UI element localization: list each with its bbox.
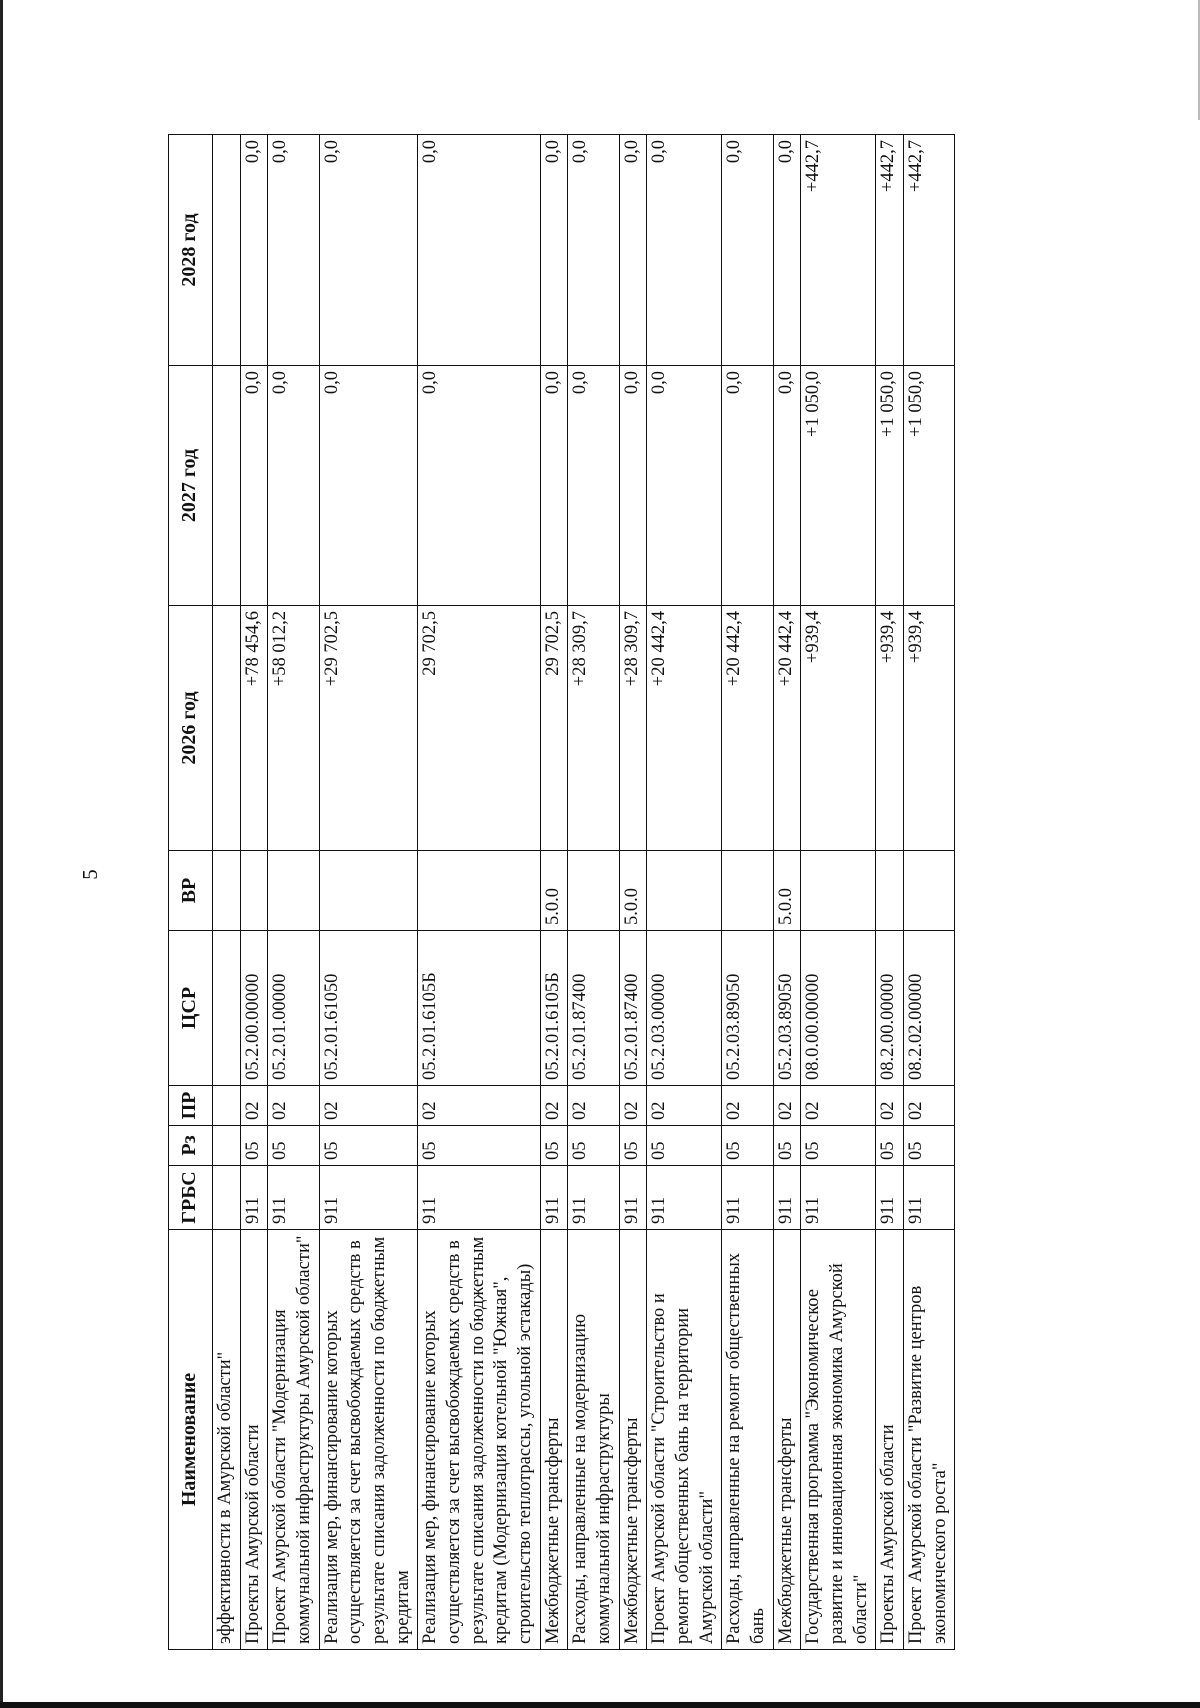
cell-csr	[213, 931, 241, 1086]
cell-csr: 05.2.01.61050	[319, 931, 418, 1086]
cell-grbs: 911	[722, 1166, 773, 1230]
cell-vr	[801, 851, 876, 931]
header-2027: 2027 год	[169, 366, 213, 606]
cell-pr: 02	[904, 1086, 955, 1126]
table-row	[876, 135, 904, 1650]
cell-vr: 5.0.0	[773, 851, 801, 931]
cell-csr: 08.2.00.00000	[876, 931, 904, 1086]
cell-grbs	[213, 1166, 241, 1230]
cell-pr: 02	[568, 1086, 619, 1126]
cell-vr	[722, 851, 773, 931]
cell-grbs: 911	[619, 1166, 647, 1230]
cell-pr: 02	[773, 1086, 801, 1126]
table-row	[540, 135, 568, 1650]
cell-pr: 02	[418, 1086, 540, 1126]
cell-2028: 0,0	[568, 135, 619, 366]
cell-2026: +20 442,4	[773, 606, 801, 851]
cell-vr: 5.0.0	[619, 851, 647, 931]
cell-grbs: 911	[319, 1166, 418, 1230]
cell-2027: +1 050,0	[904, 366, 955, 606]
cell-csr: 05.2.01.6105Б	[540, 931, 568, 1086]
cell-2027: 0,0	[540, 366, 568, 606]
cell-name: Межбюджетные трансферты	[540, 1230, 568, 1650]
cell-2026: +28 309,7	[619, 606, 647, 851]
header-row	[169, 135, 213, 1650]
cell-2027	[213, 366, 241, 606]
cell-2026: +78 454,6	[240, 606, 268, 851]
cell-grbs: 911	[801, 1166, 876, 1230]
cell-grbs: 911	[773, 1166, 801, 1230]
cell-grbs: 911	[268, 1166, 319, 1230]
cell-vr: 5.0.0	[540, 851, 568, 931]
cell-2026: 29 702,5	[540, 606, 568, 851]
cell-2028: 0,0	[540, 135, 568, 366]
cell-pr: 02	[722, 1086, 773, 1126]
cell-2028: +442,7	[876, 135, 904, 366]
cell-pr	[213, 1086, 241, 1126]
cell-csr: 05.2.03.89050	[773, 931, 801, 1086]
cell-2026: +29 702,5	[319, 606, 418, 851]
scan-edge-bottom	[0, 1702, 1200, 1708]
table-row	[647, 135, 722, 1650]
budget-table	[168, 134, 955, 1650]
cell-vr	[904, 851, 955, 931]
cell-vr	[876, 851, 904, 931]
cell-2028	[213, 135, 241, 366]
table-row	[904, 135, 955, 1650]
cell-2028: 0,0	[418, 135, 540, 366]
cell-rz: 05	[904, 1126, 955, 1166]
table-row	[619, 135, 647, 1650]
table-row	[568, 135, 619, 1650]
cell-pr: 02	[876, 1086, 904, 1126]
cell-rz: 05	[540, 1126, 568, 1166]
cell-2028: 0,0	[319, 135, 418, 366]
cell-grbs: 911	[240, 1166, 268, 1230]
table-row	[213, 135, 241, 1650]
cell-2027: 0,0	[240, 366, 268, 606]
cell-rz: 05	[647, 1126, 722, 1166]
cell-pr: 02	[268, 1086, 319, 1126]
cell-name: Проекты Амурской области	[240, 1230, 268, 1650]
cell-vr	[418, 851, 540, 931]
cell-name: Проект Амурской области "Строительство и ремонт общественных бань на территории Амурской области"	[647, 1230, 722, 1650]
cell-2028: 0,0	[240, 135, 268, 366]
cell-grbs: 911	[647, 1166, 722, 1230]
cell-2026	[213, 606, 241, 851]
header-pr: ПР	[169, 1086, 213, 1126]
cell-vr	[268, 851, 319, 931]
cell-name: Реализация мер, финансирование которых осуществляется за счет высвобождаемых средств в результате списания задолженности по бюджетным кредитам (Модернизация котельной "Южная", строительство теплотрассы, угольной эстакады)	[418, 1230, 540, 1650]
header-name: Наименование	[169, 1230, 213, 1650]
cell-2028: 0,0	[647, 135, 722, 366]
cell-csr: 05.2.03.00000	[647, 931, 722, 1086]
cell-2027: +1 050,0	[876, 366, 904, 606]
cell-rz: 05	[418, 1126, 540, 1166]
cell-csr: 08.2.02.00000	[904, 931, 955, 1086]
table-row	[773, 135, 801, 1650]
cell-2026: 29 702,5	[418, 606, 540, 851]
cell-grbs: 911	[568, 1166, 619, 1230]
cell-2026: +939,4	[876, 606, 904, 851]
cell-pr: 02	[240, 1086, 268, 1126]
header-rz: Рз	[169, 1126, 213, 1166]
cell-2026: +28 309,7	[568, 606, 619, 851]
cell-rz: 05	[240, 1126, 268, 1166]
cell-2026: +20 442,4	[722, 606, 773, 851]
cell-pr: 02	[540, 1086, 568, 1126]
cell-rz: 05	[568, 1126, 619, 1166]
cell-2027: 0,0	[773, 366, 801, 606]
cell-rz	[213, 1126, 241, 1166]
cell-2028: 0,0	[268, 135, 319, 366]
cell-2028: 0,0	[619, 135, 647, 366]
cell-2026: +939,4	[904, 606, 955, 851]
cell-csr: 05.2.01.00000	[268, 931, 319, 1086]
cell-pr: 02	[801, 1086, 876, 1126]
cell-2027: 0,0	[647, 366, 722, 606]
cell-name: Реализация мер, финансирование которых осуществляется за счет высвобождаемых средств в результате списания задолженности по бюджетным кредитам	[319, 1230, 418, 1650]
cell-vr	[240, 851, 268, 931]
table-row	[319, 135, 418, 1650]
cell-2028: +442,7	[904, 135, 955, 366]
cell-2027: +1 050,0	[801, 366, 876, 606]
cell-name: Межбюджетные трансферты	[619, 1230, 647, 1650]
cell-rz: 05	[268, 1126, 319, 1166]
cell-2027: 0,0	[568, 366, 619, 606]
header-vr: ВР	[169, 851, 213, 931]
cell-2027: 0,0	[268, 366, 319, 606]
cell-vr	[647, 851, 722, 931]
table-header	[169, 135, 213, 1650]
header-grbs: ГРБС	[169, 1166, 213, 1230]
cell-csr: 05.2.00.00000	[240, 931, 268, 1086]
table-row	[268, 135, 319, 1650]
cell-rz: 05	[319, 1126, 418, 1166]
cell-2027: 0,0	[418, 366, 540, 606]
cell-rz: 05	[801, 1126, 876, 1166]
rotated-table-wrapper	[168, 135, 1068, 1650]
cell-csr: 05.2.03.89050	[722, 931, 773, 1086]
cell-pr: 02	[319, 1086, 418, 1126]
cell-name: эффективности в Амурской области"	[213, 1230, 241, 1650]
cell-pr: 02	[619, 1086, 647, 1126]
cell-2028: 0,0	[722, 135, 773, 366]
cell-name: Расходы, направленные на модернизацию коммунальной инфраструктуры	[568, 1230, 619, 1650]
cell-2028: +442,7	[801, 135, 876, 366]
cell-2026: +58 012,2	[268, 606, 319, 851]
cell-rz: 05	[722, 1126, 773, 1166]
cell-name: Проекты Амурской области	[876, 1230, 904, 1650]
header-csr: ЦСР	[169, 931, 213, 1086]
cell-2026: +20 442,4	[647, 606, 722, 851]
cell-grbs: 911	[904, 1166, 955, 1230]
table-row	[722, 135, 773, 1650]
cell-grbs: 911	[418, 1166, 540, 1230]
cell-2027: 0,0	[722, 366, 773, 606]
table-row	[801, 135, 876, 1650]
cell-vr	[319, 851, 418, 931]
cell-name: Межбюджетные трансферты	[773, 1230, 801, 1650]
scan-edge-left	[0, 0, 3, 1708]
page-number: 5	[77, 869, 102, 880]
cell-csr: 05.2.01.87400	[568, 931, 619, 1086]
cell-grbs: 911	[876, 1166, 904, 1230]
cell-rz: 05	[773, 1126, 801, 1166]
table-row	[240, 135, 268, 1650]
cell-2026: +939,4	[801, 606, 876, 851]
header-2026: 2026 год	[169, 606, 213, 851]
cell-2027: 0,0	[619, 366, 647, 606]
cell-grbs: 911	[540, 1166, 568, 1230]
cell-name: Государственная программа "Экономическое развитие и инновационная экономика Амурской области"	[801, 1230, 876, 1650]
cell-vr	[568, 851, 619, 931]
cell-rz: 05	[619, 1126, 647, 1166]
cell-csr: 08.0.00.00000	[801, 931, 876, 1086]
cell-pr: 02	[647, 1086, 722, 1126]
cell-vr	[213, 851, 241, 931]
cell-name: Проект Амурской области "Модернизация коммунальной инфраструктуры Амурской области"	[268, 1230, 319, 1650]
cell-name: Проект Амурской области "Развитие центров экономического роста"	[904, 1230, 955, 1650]
cell-name: Расходы, направленные на ремонт общественных бань	[722, 1230, 773, 1650]
cell-2027: 0,0	[319, 366, 418, 606]
table-body	[213, 135, 955, 1650]
cell-csr: 05.2.01.6105Б	[418, 931, 540, 1086]
cell-2028: 0,0	[773, 135, 801, 366]
cell-rz: 05	[876, 1126, 904, 1166]
cell-csr: 05.2.01.87400	[619, 931, 647, 1086]
header-2028: 2028 год	[169, 135, 213, 366]
table-row	[418, 135, 540, 1650]
